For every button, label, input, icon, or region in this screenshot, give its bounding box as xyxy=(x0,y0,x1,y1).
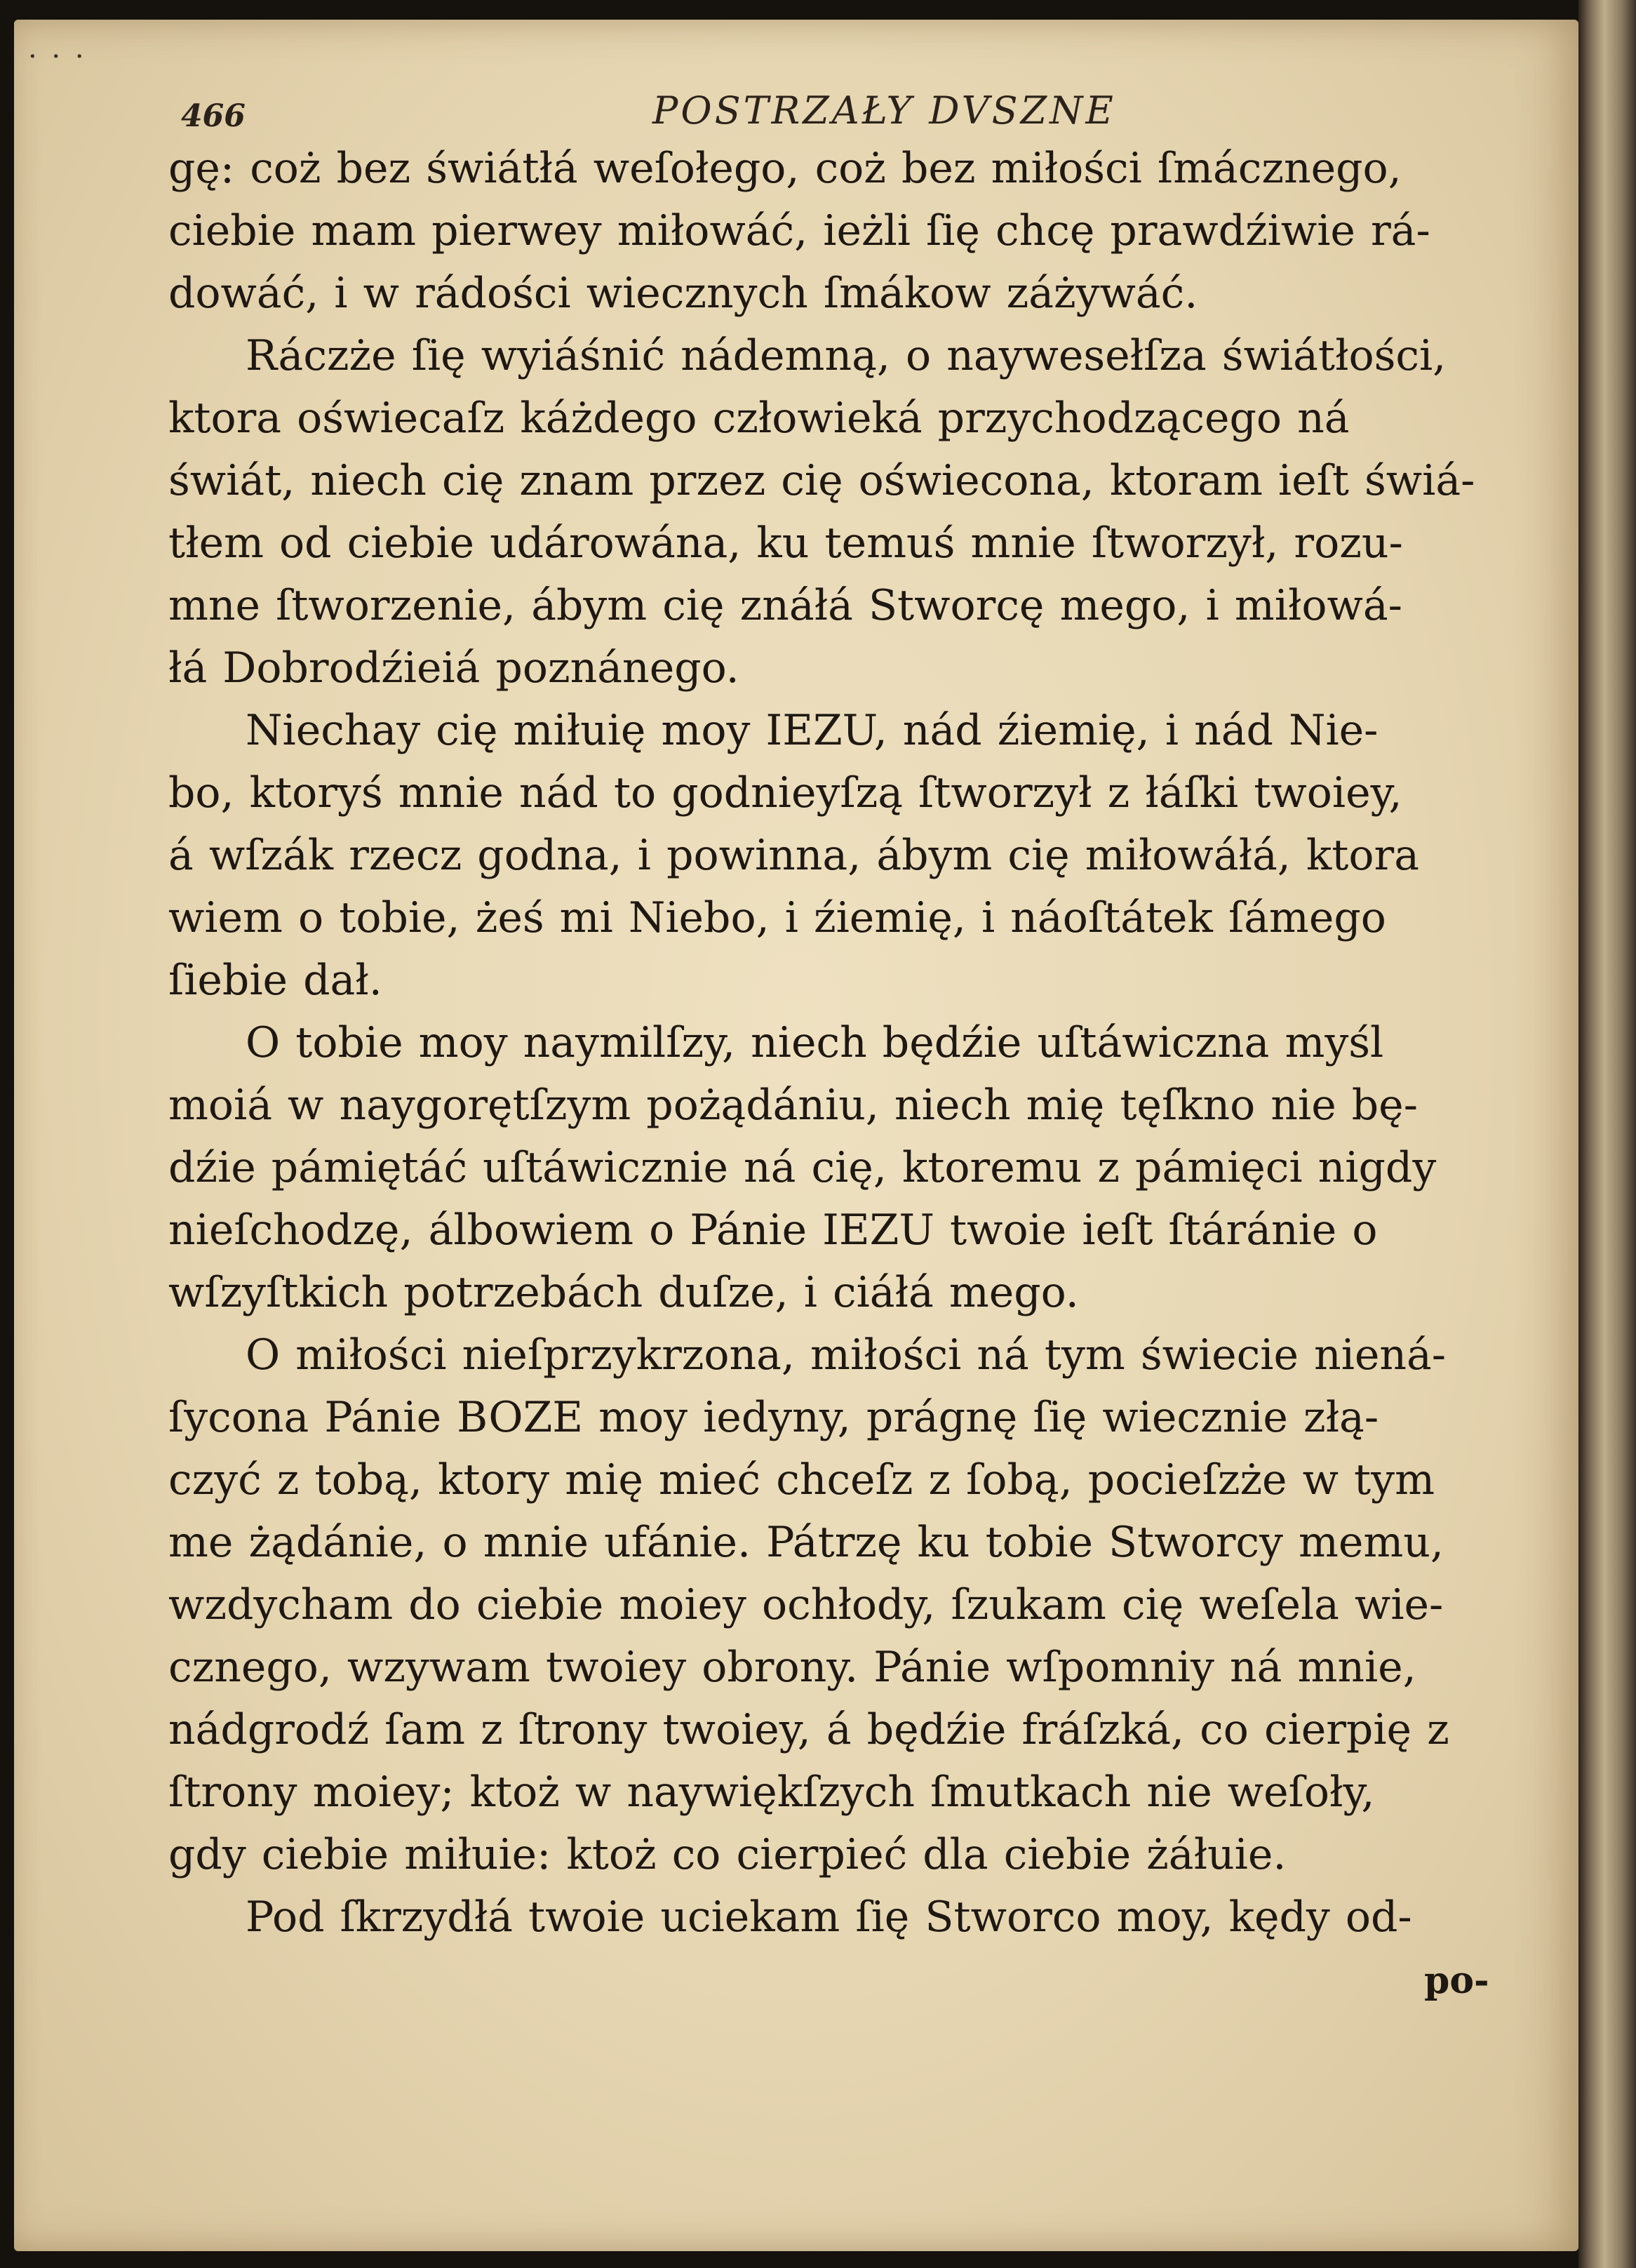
book-gutter xyxy=(1578,0,1636,2268)
text-line: cznego, wzywam twoiey obrony. Pánie wſpomniy ná mnie, xyxy=(168,1643,1416,1692)
text-line: gdy ciebie miłuie: ktoż co cierpieć dla ciebie żáłuie. xyxy=(168,1830,1287,1879)
text-line: nieſchodzę, álbowiem o Pánie IEZU twoie ieſt ſtáránie o xyxy=(168,1206,1378,1255)
page-number: 466 xyxy=(181,98,246,134)
text-line: ſiebie dał. xyxy=(168,956,382,1005)
running-head: POSTRZAŁY DVSZNE xyxy=(652,88,1116,133)
text-line: á wſzák rzecz godna, i powinna, ábym cię miłowáłá, ktora xyxy=(168,831,1419,880)
text-line: wzdycham do ciebie moiey ochłody, ſzukam cię weſela wie- xyxy=(168,1580,1444,1629)
text-line: O miłości nieſprzykrzona, miłości ná tym świecie niená- xyxy=(246,1330,1447,1380)
text-line: wſzyſtkich potrzebách duſze, i ciáłá mego. xyxy=(168,1268,1079,1317)
text-line: tłem od ciebie udárowána, ku temuś mnie ſtworzył, rozu- xyxy=(168,519,1403,568)
text-line: bo, ktoryś mnie nád to godnieyſzą ſtworzył z łáſki twoiey, xyxy=(168,768,1402,818)
text-line: ktora oświecaſz káżdego człowieká przychodzącego ná xyxy=(168,394,1350,443)
text-line: mne ſtworzenie, ábym cię znáłá Stworcę mego, i miłowá- xyxy=(168,581,1402,630)
text-line: nádgrodź ſam z ſtrony twoiey, á będźie fráſzká, co cierpię z xyxy=(168,1705,1449,1754)
catchword: po- xyxy=(1424,1959,1489,2002)
text-line: O tobie moy naymilſzy, niech będźie uſtáwiczna myśl xyxy=(246,1018,1384,1067)
text-line: świát, niech cię znam przez cię oświecona, ktoram ieſt świá- xyxy=(168,456,1475,505)
edge-marks: · · · xyxy=(28,41,87,73)
text-line: Ráczże ſię wyiáśnić nádemną, o naywesełſza świátłości, xyxy=(246,331,1447,380)
text-line: ſtrony moiey; ktoż w naywiękſzych ſmutkach nie weſoły, xyxy=(168,1768,1375,1817)
text-line: wiem o tobie, żeś mi Niebo, i źiemię, i náoſtátek ſámego xyxy=(168,893,1386,942)
text-line: Niechay cię miłuię moy IEZU, nád źiemię, i nád Nie- xyxy=(246,706,1379,755)
body-text xyxy=(168,138,1571,1949)
text-line: Pod ſkrzydłá twoie uciekam ſię Stworco moy, kędy od- xyxy=(246,1893,1412,1942)
text-line: ſycona Pánie BOZE moy iedyny, prágnę ſię wiecznie złą- xyxy=(168,1393,1379,1442)
text-line: łá Dobrodźieiá poznánego. xyxy=(168,643,739,693)
text-line: moiá w naygorętſzym pożądániu, niech mię tęſkno nie bę- xyxy=(168,1081,1418,1130)
text-line: ciebie mam pierwey miłowáć, ieżli ſię chcę prawdźiwie rá- xyxy=(168,206,1430,255)
text-line: gę: coż bez świátłá weſołego, coż bez miłości ſmácznego, xyxy=(168,144,1402,193)
text-line: czyć z tobą, ktory mię mieć chceſz z ſobą, pocieſzże w tym xyxy=(168,1455,1435,1505)
text-line: me żądánie, o mnie ufánie. Pátrzę ku tobie Stworcy memu, xyxy=(168,1518,1444,1567)
text-line: dźie pámiętáć uſtáwicznie ná cię, ktoremu z pámięci nigdy xyxy=(168,1143,1437,1192)
text-line: dowáć, i w rádości wiecznych ſmákow záżywáć. xyxy=(168,269,1198,318)
